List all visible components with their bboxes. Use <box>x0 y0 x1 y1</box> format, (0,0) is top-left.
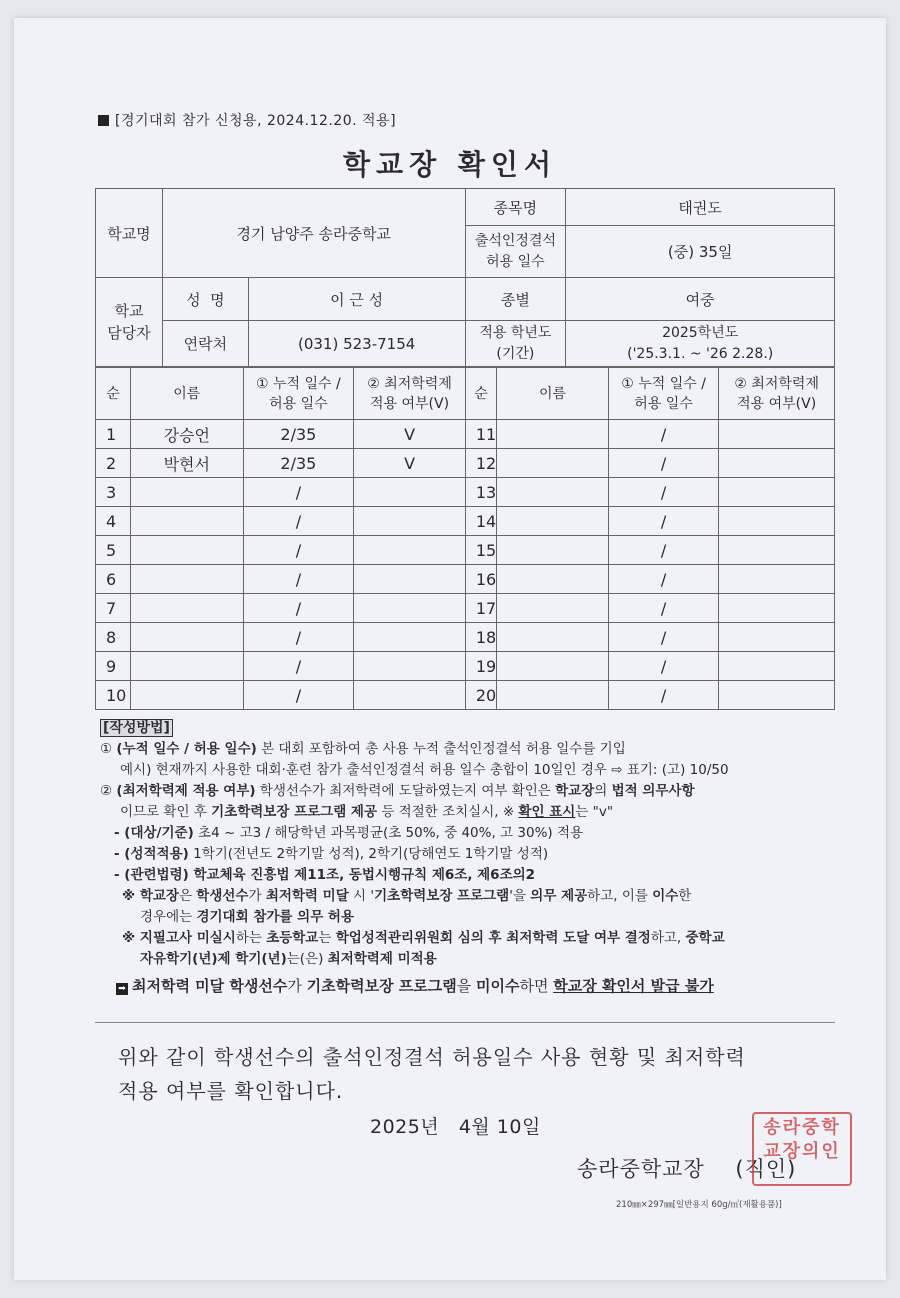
row-days: / <box>243 623 354 652</box>
table-row <box>96 681 835 710</box>
contact-label: 연락처 <box>162 321 248 367</box>
detail-grades: - (성적적용) 1학기(전년도 2학기말 성적), 2학기(당해연도 1학기말 성적) <box>114 846 549 862</box>
row-name <box>497 536 609 565</box>
absence-value: (중) 35일 <box>566 226 835 278</box>
roster-header <box>96 368 835 420</box>
row-days: / <box>243 594 354 623</box>
row-check <box>719 652 835 681</box>
col-no: 순 <box>96 368 131 420</box>
row-check <box>719 507 835 536</box>
roster-table <box>95 367 835 710</box>
row-days: / <box>243 681 354 710</box>
row-days: / <box>608 565 719 594</box>
square-bullet-icon <box>98 115 109 126</box>
paper-spec-footer: 210㎜×297㎜[일반용지 60g/㎡(재활용품)] <box>616 1200 782 1210</box>
row-name <box>130 652 243 681</box>
row-days: / <box>608 536 719 565</box>
col-name: 이름 <box>497 368 609 420</box>
row-days: / <box>243 507 354 536</box>
row-no: 9 <box>96 652 131 681</box>
divider <box>95 1022 835 1023</box>
row-no: 10 <box>96 681 131 710</box>
contact-value: (031) 523-7154 <box>248 321 465 367</box>
row-name <box>130 478 243 507</box>
row-no: 5 <box>96 536 131 565</box>
row-no: 1 <box>96 420 131 449</box>
row-name <box>130 536 243 565</box>
row-name <box>497 449 609 478</box>
note-2-line-2: 이므로 확인 후 기초학력보장 프로그램 제공 등 적절한 조치실시, ※ 확인 표시는 "v" <box>120 804 614 820</box>
row-days: / <box>608 420 719 449</box>
arrow-box-icon: ➡ <box>116 983 128 995</box>
row-check <box>354 594 466 623</box>
row-check <box>354 478 466 507</box>
row-days: / <box>608 623 719 652</box>
row-name <box>497 420 609 449</box>
issue-date: 2025년 4월 10일 <box>370 1116 541 1138</box>
note-1: ① (누적 일수 / 허용 일수) 본 대회 포함하여 총 사용 누적 출석인정결석 허용 일수를 기입 <box>100 741 626 757</box>
row-check <box>719 623 835 652</box>
row-check <box>719 478 835 507</box>
col-no: 순 <box>465 368 496 420</box>
confirmation-text: 위와 같이 학생선수의 출석인정결석 허용일수 사용 현황 및 최저학력 적용 여부를 확인합니다. <box>118 1045 746 1103</box>
col-days: ① 누적 일수 / 허용 일수 <box>243 368 354 420</box>
table-row <box>96 478 835 507</box>
category-value: 여중 <box>566 278 835 321</box>
row-days: / <box>608 594 719 623</box>
note-2: ② (최저학력제 적용 여부) 학생선수가 최저학력에 도달하였는지 여부 확인은 학교장의 법적 의무사항 <box>100 783 695 799</box>
instructions-title: [작성방법] <box>100 718 860 739</box>
row-days: / <box>608 652 719 681</box>
row-no: 20 <box>465 681 496 710</box>
row-check <box>354 536 466 565</box>
row-name <box>497 478 609 507</box>
row-check <box>354 652 466 681</box>
year-label: 적용 학년도 (기간) <box>465 321 566 367</box>
row-name <box>497 623 609 652</box>
row-check <box>354 623 466 652</box>
row-name <box>130 681 243 710</box>
table-row <box>96 565 835 594</box>
year-value: 2025학년도 ('25.3.1. ~ '26 2.28.) <box>566 321 835 367</box>
row-name <box>497 507 609 536</box>
row-days: / <box>608 449 719 478</box>
row-no: 18 <box>465 623 496 652</box>
special-note-1: ※ 학교장은 학생선수가 최저학력 미달 시 '기초학력보장 프로그램'을 의무 제공하고, 이를 이수한 <box>122 888 692 904</box>
row-days: / <box>608 507 719 536</box>
row-days: / <box>243 478 354 507</box>
row-name <box>130 565 243 594</box>
table-row <box>96 536 835 565</box>
row-name <box>130 594 243 623</box>
row-no: 13 <box>465 478 496 507</box>
official-seal: 송라중학 교장의인 <box>752 1112 852 1186</box>
category-label: 종별 <box>465 278 566 321</box>
row-no: 12 <box>465 449 496 478</box>
row-name <box>130 623 243 652</box>
row-name <box>497 652 609 681</box>
row-name <box>497 565 609 594</box>
absence-label: 출석인정결석 허용 일수 <box>465 226 566 278</box>
staff-label: 학교 담당자 <box>96 278 163 367</box>
table-row <box>96 594 835 623</box>
table-row <box>96 652 835 681</box>
special-note-2: ※ 지필고사 미실시하는 초등학교는 학업성적관리위원회 심의 후 최저학력 도달 여부 결정하고, 중학교 <box>122 930 725 946</box>
row-name <box>130 507 243 536</box>
header-note: [경기대회 참가 신청용, 2024.12.20. 적용] <box>98 110 396 130</box>
row-no: 6 <box>96 565 131 594</box>
row-no: 2 <box>96 449 131 478</box>
col-academic: ② 최저학력제 적용 여부(V) <box>719 368 835 420</box>
row-name <box>497 681 609 710</box>
row-check <box>354 507 466 536</box>
name-label: 성 명 <box>162 278 248 321</box>
row-no: 4 <box>96 507 131 536</box>
row-check: V <box>354 420 466 449</box>
special-note-1-line-2: 경우에는 경기대회 참가를 의무 허용 <box>140 909 355 925</box>
table-row <box>96 623 835 652</box>
row-check <box>719 565 835 594</box>
row-check <box>719 449 835 478</box>
col-days: ① 누적 일수 / 허용 일수 <box>608 368 719 420</box>
document-title: 학교장 확인서 <box>342 148 558 181</box>
row-check: V <box>354 449 466 478</box>
special-note-2-line-2: 자유학기(년)제 학기(년)는(은) 최저학력제 미적용 <box>140 951 437 967</box>
detail-law: - (관련법령) 학교체육 진흥법 제11조, 동법시행규칙 제6조, 제6조의2 <box>114 867 536 883</box>
row-no: 3 <box>96 478 131 507</box>
principal-signature: 송라중학교장 (직인) <box>577 1157 797 1181</box>
instructions <box>100 718 860 997</box>
note-1-example: 예시) 현재까지 사용한 대회·훈련 참가 출석인정결석 허용 일수 총합이 10일인 경우 ⇨ 표기: (고) 10/50 <box>120 762 729 778</box>
row-check <box>719 536 835 565</box>
school-value: 경기 남양주 송라중학교 <box>162 189 465 278</box>
row-check <box>719 681 835 710</box>
sport-value: 태권도 <box>566 189 835 226</box>
row-days: 2/35 <box>243 420 354 449</box>
table-row <box>96 449 835 478</box>
row-days: / <box>608 681 719 710</box>
sport-label: 종목명 <box>465 189 566 226</box>
row-no: 14 <box>465 507 496 536</box>
final-warning: ➡ 최저학력 미달 학생선수가 기초학력보장 프로그램을 미이수하면 학교장 확인서 발급 불가 <box>100 976 860 997</box>
col-name: 이름 <box>130 368 243 420</box>
info-table <box>95 188 835 367</box>
table-row <box>96 507 835 536</box>
row-days: / <box>243 652 354 681</box>
row-check <box>719 420 835 449</box>
row-name: 강승언 <box>130 420 243 449</box>
row-name: 박현서 <box>130 449 243 478</box>
row-no: 19 <box>465 652 496 681</box>
row-no: 8 <box>96 623 131 652</box>
row-check <box>354 681 466 710</box>
row-no: 7 <box>96 594 131 623</box>
row-days: 2/35 <box>243 449 354 478</box>
table-row <box>96 420 835 449</box>
row-name <box>497 594 609 623</box>
row-days: / <box>243 536 354 565</box>
name-value: 이 근 성 <box>248 278 465 321</box>
col-academic: ② 최저학력제 적용 여부(V) <box>354 368 466 420</box>
school-label: 학교명 <box>96 189 163 278</box>
row-no: 11 <box>465 420 496 449</box>
row-check <box>354 565 466 594</box>
row-no: 15 <box>465 536 496 565</box>
detail-target: - (대상/기준) 초4 ~ 고3 / 해당학년 과목평균(초 50%, 중 40%, 고 30%) 적용 <box>114 825 584 841</box>
row-check <box>719 594 835 623</box>
row-no: 17 <box>465 594 496 623</box>
row-days: / <box>608 478 719 507</box>
row-no: 16 <box>465 565 496 594</box>
row-days: / <box>243 565 354 594</box>
